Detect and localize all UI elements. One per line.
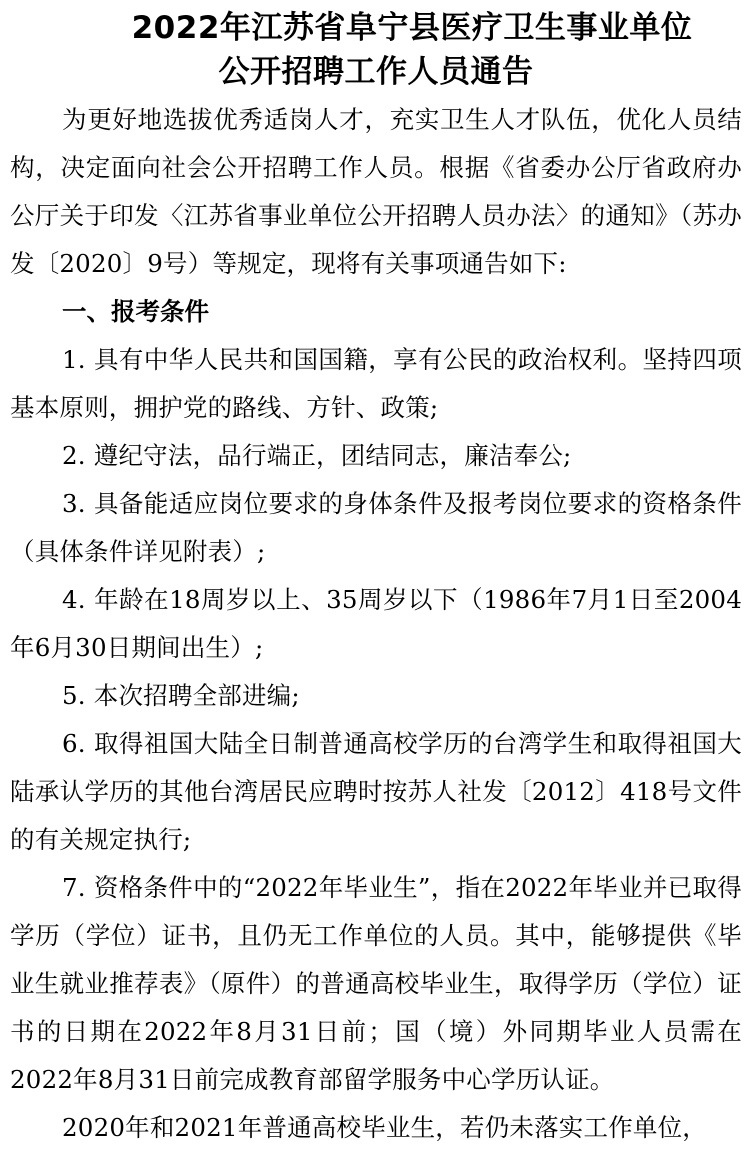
document-title-line-1: 2022年江苏省阜宁县医疗卫生事业单位 [131, 10, 693, 46]
condition-item-7: 7. 资格条件中的“2022年毕业生”，指在2022年毕业并已取得学历（学位）证书，且仍无工作单位的人员。其中，能够提供《毕业生就业推荐表》（原件）的普通高校毕业生，取得学历（学位）证书的日期在2022年8月31日前；国（境）外同期毕业人员需在2022年8月31日前完成教育部留学服务中心学历认证。 [10, 873, 742, 1094]
condition-item-6: 6. 取得祖国大陆全日制普通高校学历的台湾学生和取得祖国大陆承认学历的其他台湾居民应聘时按苏人社发〔2012〕418号文件的有关规定执行; [10, 729, 742, 854]
condition-item-4: 4. 年龄在18周岁以上、35周岁以下（1986年7月1日至2004年6月30日期间出生）; [10, 585, 742, 662]
condition-item-2: 2. 遵纪守法，品行端正，团结同志，廉洁奉公; [62, 441, 572, 470]
document-body [10, 96, 742, 1152]
intro-paragraph: 为更好地选拔优秀适岗人才，充实卫生人才队伍，优化人员结构，决定面向社会公开招聘工作人员。根据《省委办公厅省政府办公厅关于印发〈江苏省事业单位公开招聘人员办法〉的通知》（苏办发〔2020〕9号）等规定，现将有关事项通告如下: [10, 105, 742, 278]
section-heading-eligibility: 一、报考条件 [62, 297, 209, 326]
condition-item-3: 3. 具备能适应岗位要求的身体条件及报考岗位要求的资格条件（具体条件详见附表）; [10, 489, 742, 566]
condition-item-5: 5. 本次招聘全部进编; [62, 681, 300, 710]
condition-item-1: 1. 具有中华人民共和国国籍，享有公民的政治权利。坚持四项基本原则，拥护党的路线、方针、政策; [10, 345, 742, 422]
document-title-line-2: 公开招聘工作人员通告 [218, 54, 534, 90]
trailing-paragraph: 2020年和2021年普通高校毕业生，若仍未落实工作单位， [62, 1113, 707, 1142]
